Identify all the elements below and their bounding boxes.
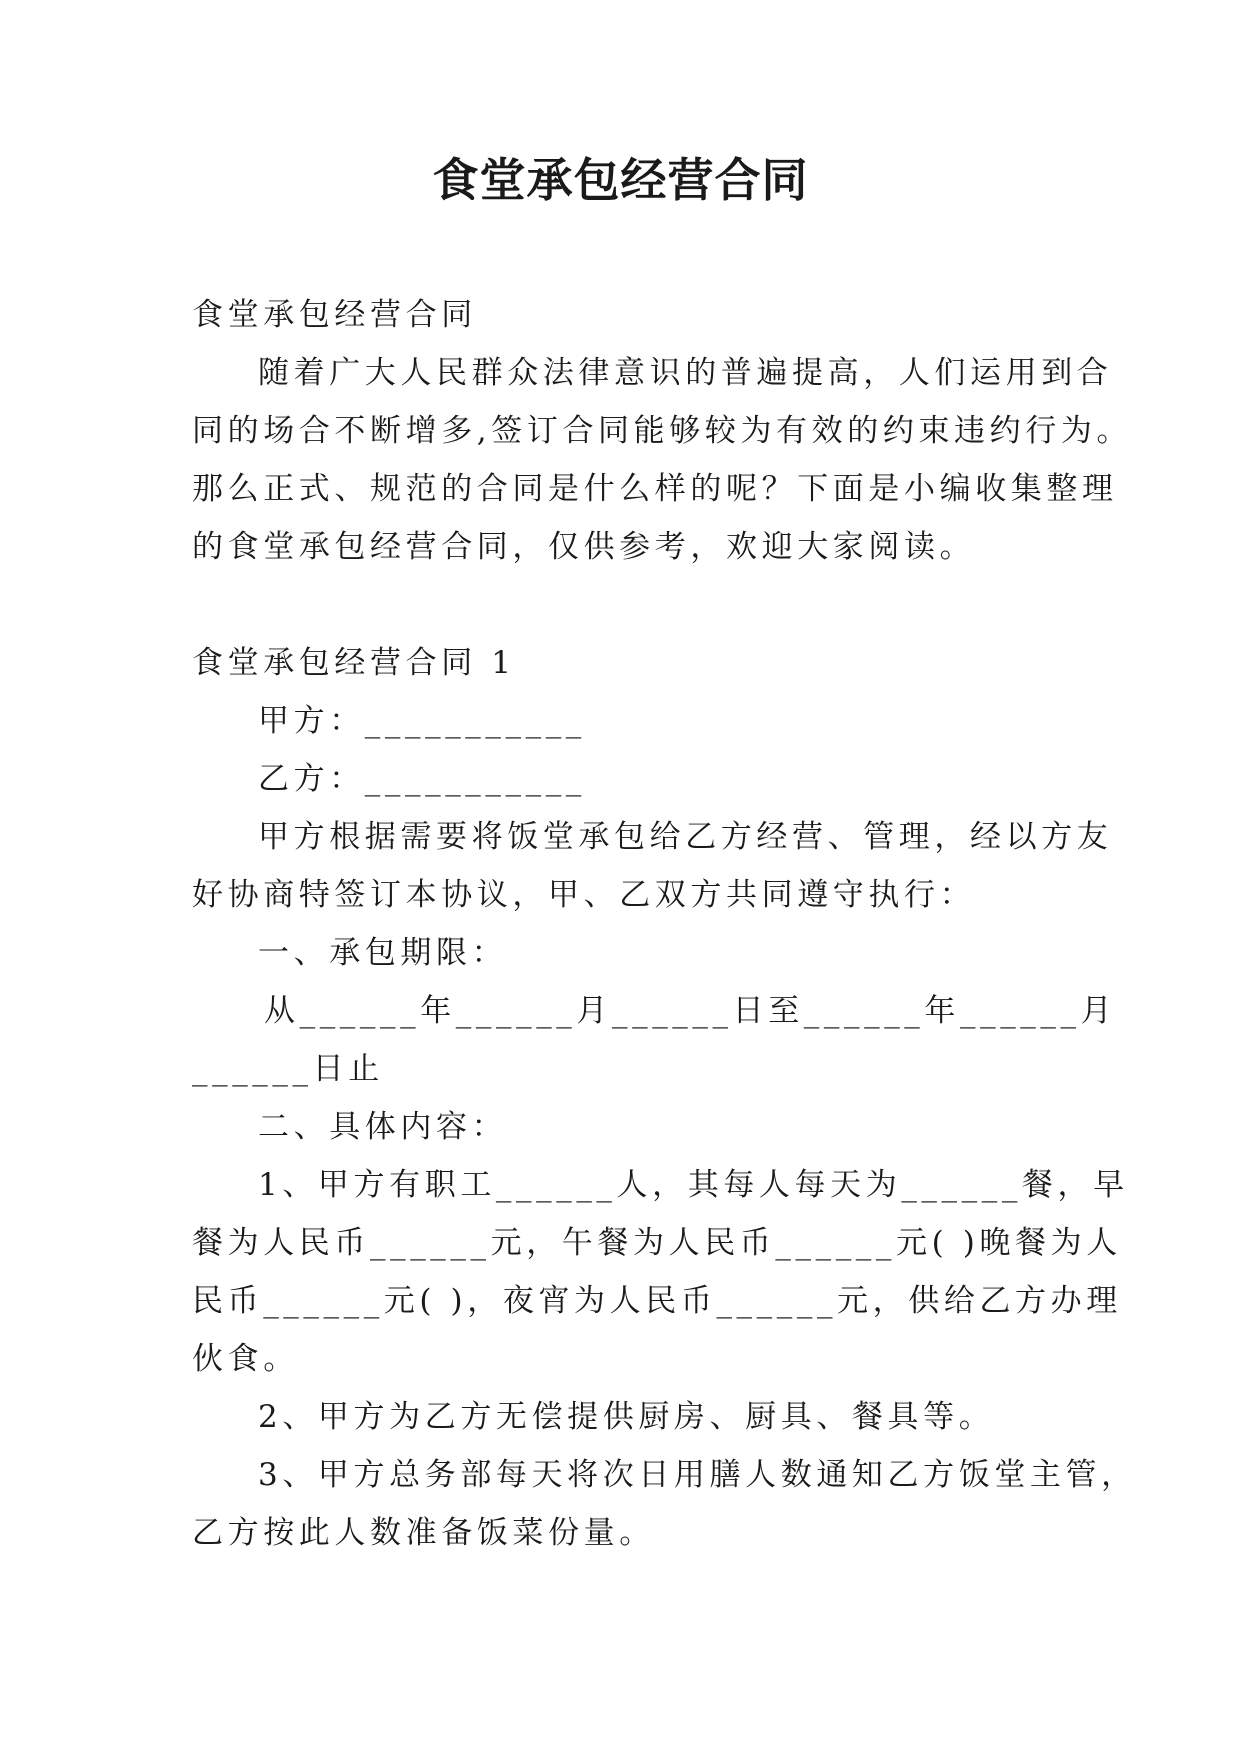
term-dates-line: ______日止 <box>192 1051 384 1087</box>
clause-item-1-line: 餐为人民币______元，午餐为人民币______元( )晚餐为人 <box>192 1225 1122 1261</box>
party-a-line: 甲方：___________ <box>258 703 586 739</box>
intro-paragraph-line: 同的场合不断增多,签订合同能够较为有效的约束违约行为。 <box>192 413 1133 449</box>
intro-paragraph-line: 随着广大人民群众法律意识的普遍提高，人们运用到合 <box>258 355 1113 391</box>
clause-heading-term: 一、承包期限： <box>258 935 508 971</box>
document-title: 食堂承包经营合同 <box>432 153 809 207</box>
clause-heading-content: 二、具体内容： <box>258 1109 508 1145</box>
intro-paragraph-line: 的食堂承包经营合同，仅供参考，欢迎大家阅读。 <box>192 529 976 565</box>
preamble-line: 好协商特签订本协议，甲、乙双方共同遵守执行： <box>192 877 976 913</box>
paragraph-gap <box>192 576 1062 634</box>
clause-item-1-line: 民币______元( )，夜宵为人民币______元，供给乙方办理 <box>192 1283 1122 1319</box>
document-body <box>192 286 1137 1562</box>
clause-item-1-line: 1、甲方有职工______人，其每人每天为______餐，早 <box>258 1167 1129 1203</box>
preamble-line: 甲方根据需要将饭堂承包给乙方经营、管理，经以方友 <box>258 819 1113 855</box>
clause-item-3-line: 3、甲方总务部每天将次日用膳人数通知乙方饭堂主管， <box>258 1457 1137 1493</box>
clause-item-2-line: 2、甲方为乙方无偿提供厨房、厨具、餐具等。 <box>258 1399 995 1435</box>
intro-paragraph-line: 那么正式、规范的合同是什么样的呢？下面是小编收集整理 <box>192 471 1118 507</box>
clause-item-3-line: 乙方按此人数准备饭菜份量。 <box>192 1515 655 1551</box>
term-dates-line: 从______年______月______日至______年______月 <box>264 993 1117 1029</box>
contract-heading: 食堂承包经营合同 1 <box>192 645 516 681</box>
clause-item-1-line: 伙食。 <box>192 1341 299 1377</box>
section-heading: 食堂承包经营合同 <box>192 297 477 333</box>
party-b-line: 乙方：___________ <box>258 761 586 797</box>
